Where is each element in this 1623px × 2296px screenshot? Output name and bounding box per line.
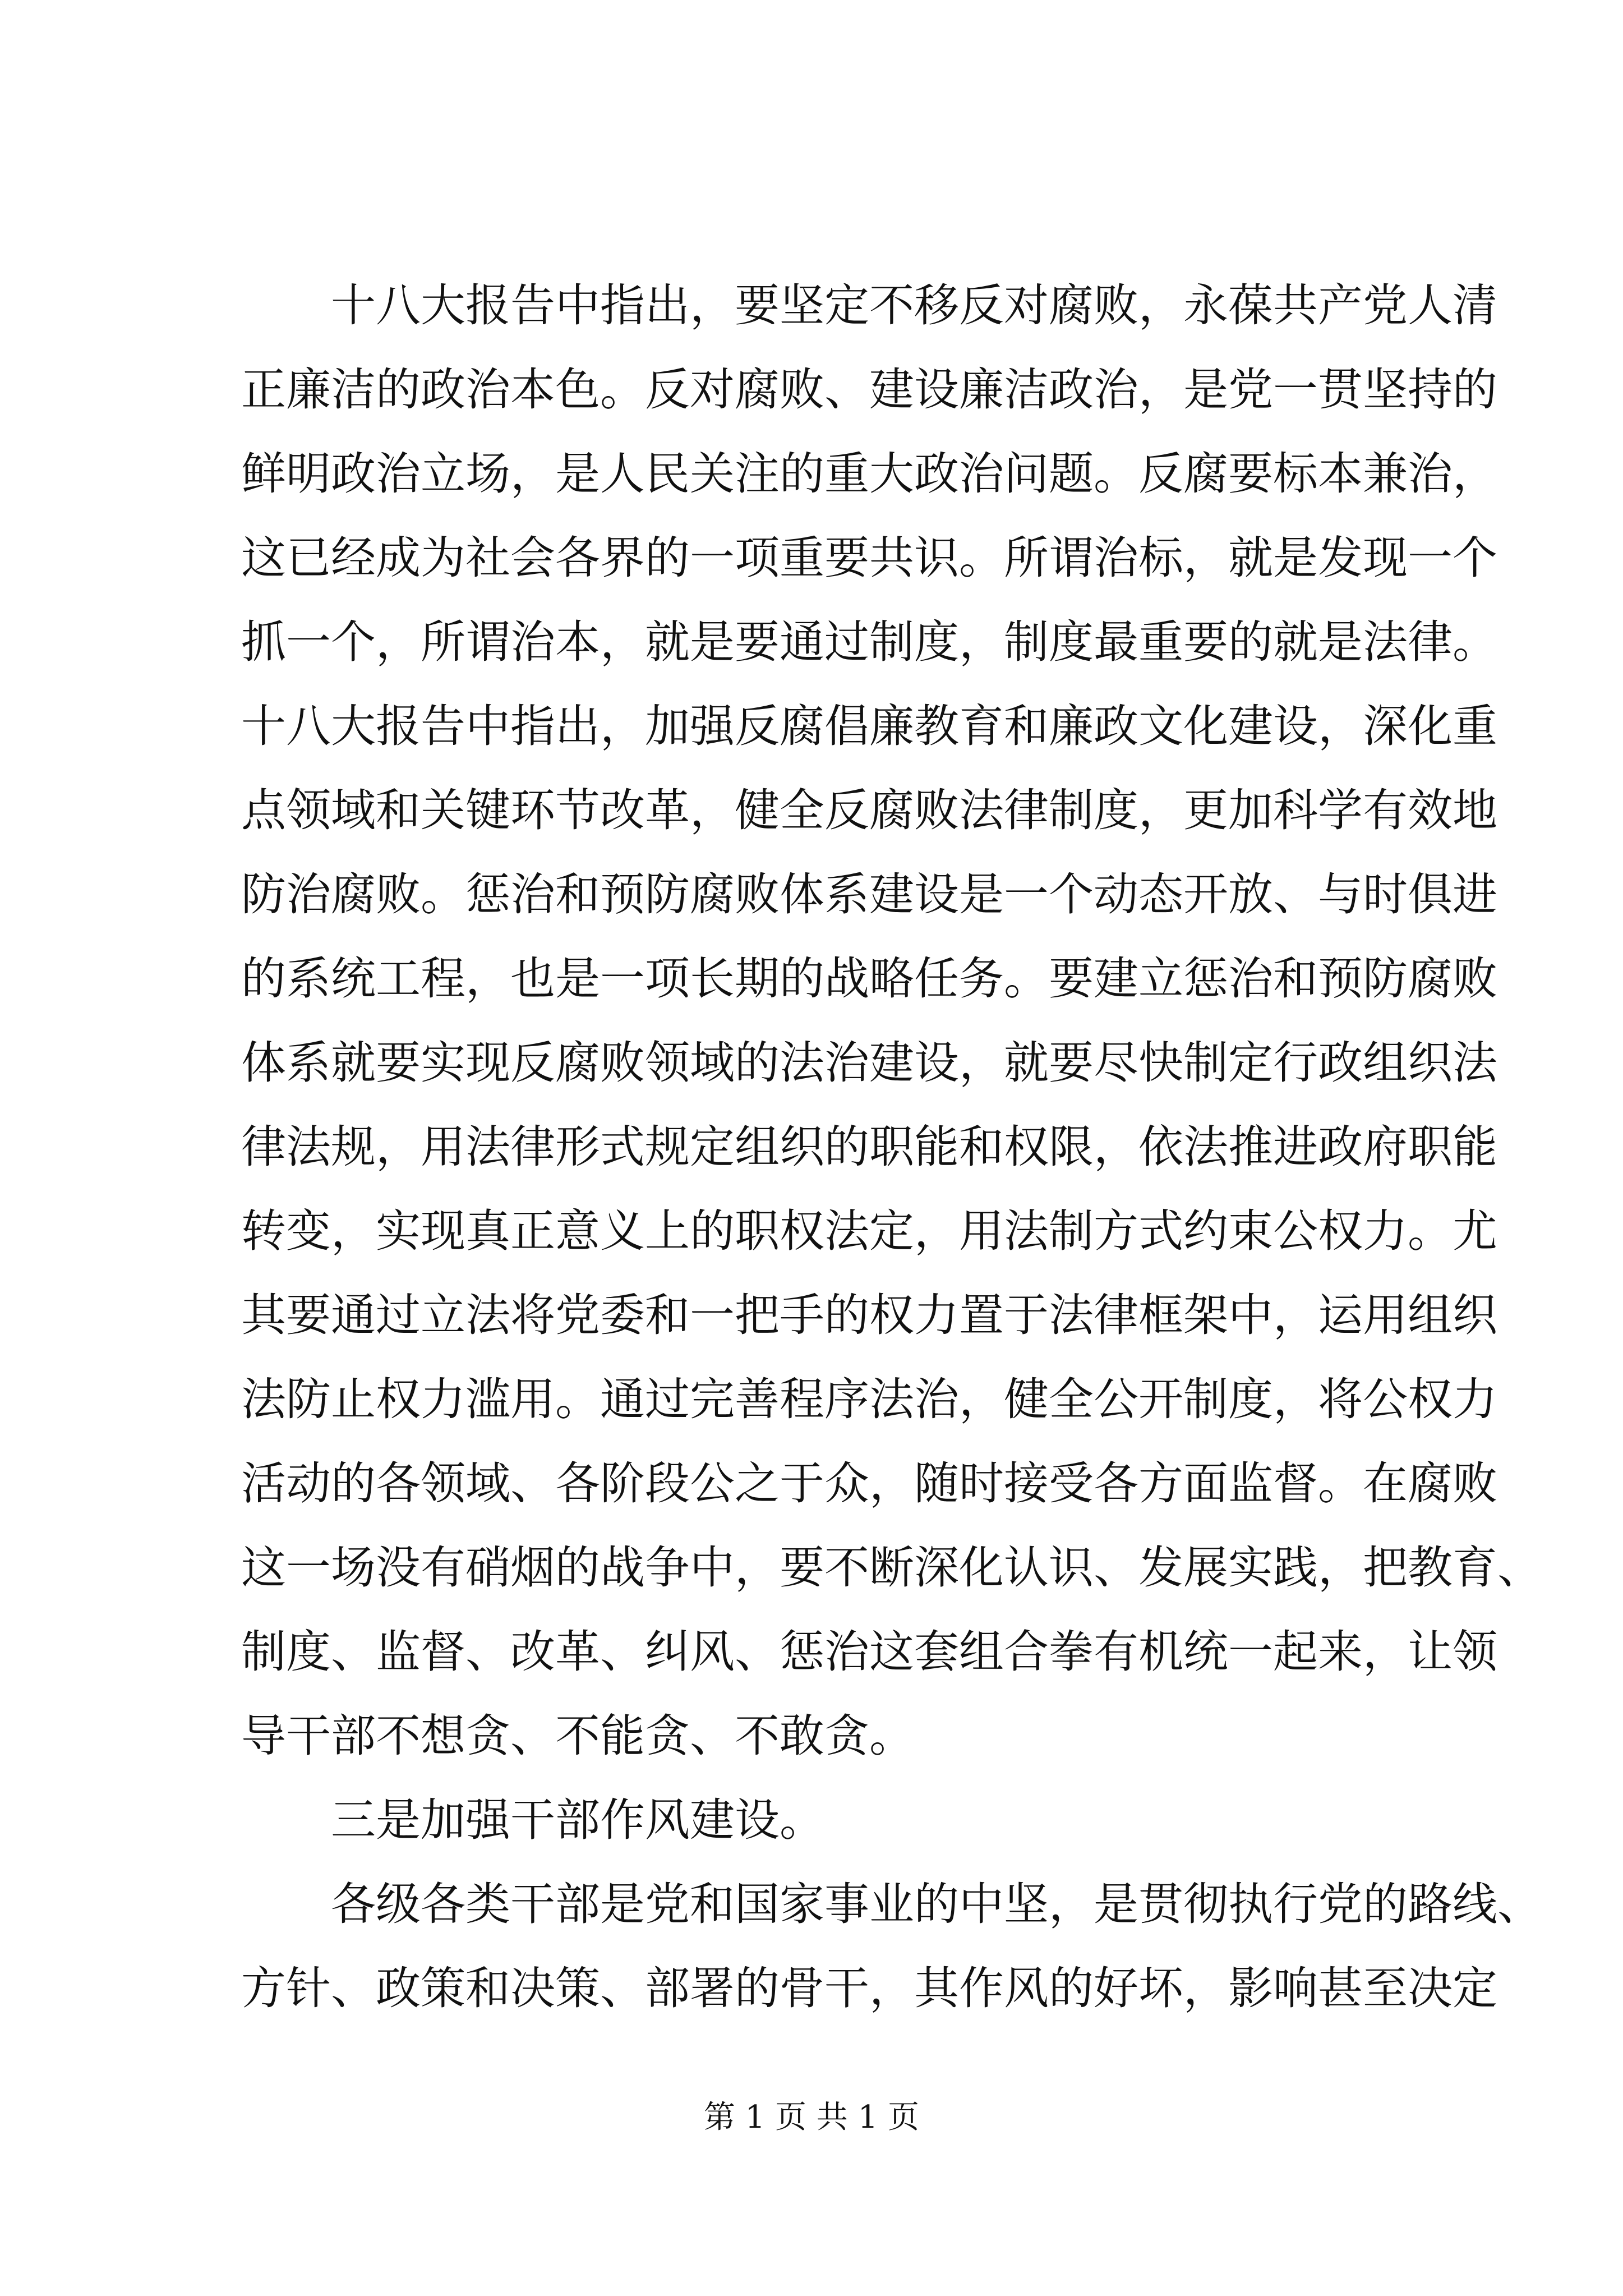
text-line: 这一场没有硝烟的战争中，要不断深化认识、发展实践，把教育、 — [241, 1542, 1542, 1594]
text-line: 十八大报告中指出，加强反腐倡廉教育和廉政文化建设，深化重 — [241, 700, 1497, 752]
text-line: 方针、政策和决策、部署的骨干，其作风的好坏，影响甚至决定 — [241, 1962, 1497, 2014]
text-line: 正廉洁的政治本色。反对腐败、建设廉洁政治，是党一贯坚持的 — [241, 364, 1497, 416]
text-line: 点领域和关键环节改革，健全反腐败法律制度，更加科学有效地 — [241, 784, 1497, 836]
text-line: 体系就要实现反腐败领域的法治建设，就要尽快制定行政组织法 — [241, 1037, 1497, 1089]
text-line: 防治腐败。惩治和预防腐败体系建设是一个动态开放、与时俱进 — [241, 868, 1497, 921]
text-line: 这已经成为社会各界的一项重要共识。所谓治标，就是发现一个 — [241, 532, 1497, 584]
text-line: 的系统工程，也是一项长期的战略任务。要建立惩治和预防腐败 — [241, 953, 1497, 1005]
body-text — [241, 264, 1542, 2031]
text-line: 活动的各领域、各阶段公之于众，随时接受各方面监督。在腐败 — [241, 1457, 1497, 1510]
page-footer: 第 1 页 共 1 页 — [703, 2099, 920, 2136]
text-line: 鲜明政治立场，是人民关注的重大政治问题。反腐要标本兼治， — [241, 448, 1497, 500]
text-line: 十八大报告中指出，要坚定不移反对腐败，永葆共产党人清 — [241, 279, 1497, 332]
text-line: 法防止权力滥用。通过完善程序法治，健全公开制度，将公权力 — [241, 1373, 1497, 1425]
text-line: 导干部不想贪、不能贪、不敢贪。 — [241, 1710, 914, 1762]
section-heading: 三是加强干部作风建设。 — [241, 1794, 824, 1846]
text-line: 制度、监督、改革、纠风、惩治这套组合拳有机统一起来，让领 — [241, 1626, 1497, 1678]
text-line: 抓一个，所谓治本，就是要通过制度，制度最重要的就是法律。 — [241, 616, 1497, 668]
text-line: 律法规，用法律形式规定组织的职能和权限，依法推进政府职能 — [241, 1121, 1497, 1173]
text-line: 各级各类干部是党和国家事业的中坚，是贯彻执行党的路线、 — [241, 1878, 1542, 1930]
text-line: 其要通过立法将党委和一把手的权力置于法律框架中，运用组织 — [241, 1289, 1497, 1341]
text-line: 转变，实现真正意义上的职权法定，用法制方式约束公权力。尤 — [241, 1205, 1497, 1257]
